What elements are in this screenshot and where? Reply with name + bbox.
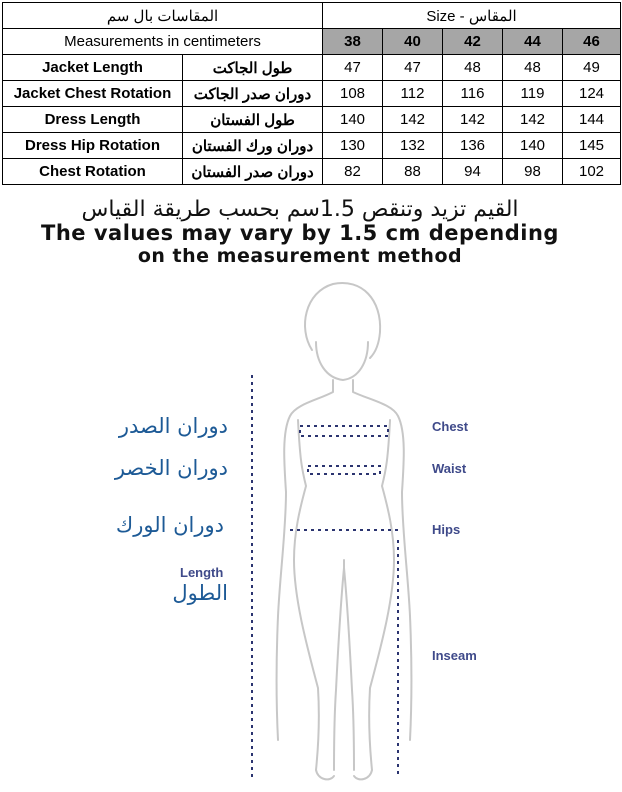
table-row <box>3 81 621 107</box>
table-cell: 88 <box>383 159 443 185</box>
table-cell: 144 <box>563 107 621 133</box>
table-sizes-row <box>3 29 621 55</box>
table-cell: 119 <box>503 81 563 107</box>
table-cell: 136 <box>443 133 503 159</box>
size-38: 38 <box>323 29 383 55</box>
table-cell: 112 <box>383 81 443 107</box>
table-cell: 116 <box>443 81 503 107</box>
length-label-ar: الطول <box>172 581 228 605</box>
hips-label-ar: دوران الورك <box>115 513 224 537</box>
table-cell: 140 <box>503 133 563 159</box>
arabic-title: المقاسات بال سم <box>3 3 323 29</box>
chest-label-ar: دوران الصدر <box>118 414 228 438</box>
measurement-figure <box>0 270 622 792</box>
size-40: 40 <box>383 29 443 55</box>
table-cell: 82 <box>323 159 383 185</box>
table-cell: 98 <box>503 159 563 185</box>
row-label-ar: دوران ورك الفستان <box>183 133 323 159</box>
table-row <box>3 107 621 133</box>
table-cell: 142 <box>443 107 503 133</box>
size-46: 46 <box>563 29 621 55</box>
table-cell: 102 <box>563 159 621 185</box>
table-cell: 140 <box>323 107 383 133</box>
body-silhouette <box>277 283 412 779</box>
table-row <box>3 133 621 159</box>
measurements-label: Measurements in centimeters <box>3 29 323 55</box>
tolerance-note-arabic: القيم تزيد وتنقص 1.5سم بحسب طريقة القياس <box>81 197 519 222</box>
table-row <box>3 159 621 185</box>
table-header-row <box>3 3 621 29</box>
tolerance-note-line2: on the measurement method <box>137 245 463 267</box>
row-label-ar: طول الفستان <box>183 107 323 133</box>
waist-label-en: Waist <box>432 461 467 476</box>
table-cell: 48 <box>503 55 563 81</box>
size-42: 42 <box>443 29 503 55</box>
waist-line <box>308 466 380 474</box>
chest-line <box>300 426 388 436</box>
table-cell: 142 <box>383 107 443 133</box>
waist-label-ar: دوران الخصر <box>114 456 228 480</box>
table-row <box>3 55 621 81</box>
row-label-en: Jacket Length <box>3 55 183 81</box>
tolerance-note-line1: The values may vary by 1.5 cm depending <box>41 221 559 245</box>
table-cell: 48 <box>443 55 503 81</box>
table-cell: 108 <box>323 81 383 107</box>
length-label-en: Length <box>180 565 224 580</box>
table-cell: 145 <box>563 133 621 159</box>
table-cell: 49 <box>563 55 621 81</box>
table-cell: 124 <box>563 81 621 107</box>
row-label-en: Dress Length <box>3 107 183 133</box>
hips-label-en: Hips <box>432 522 461 537</box>
size-chart-table <box>2 2 621 185</box>
row-label-ar: طول الجاكت <box>183 55 323 81</box>
size-44: 44 <box>503 29 563 55</box>
row-label-en: Dress Hip Rotation <box>3 133 183 159</box>
table-cell: 47 <box>383 55 443 81</box>
row-label-en: Chest Rotation <box>3 159 183 185</box>
measurement-guides <box>252 375 400 780</box>
inseam-label-en: Inseam <box>432 648 477 663</box>
size-label: Size - المقاس <box>323 3 621 29</box>
chest-label-en: Chest <box>432 419 469 434</box>
table-cell: 94 <box>443 159 503 185</box>
row-label-ar: دوران صدر الفستان <box>183 159 323 185</box>
table-cell: 132 <box>383 133 443 159</box>
row-label-en: Jacket Chest Rotation <box>3 81 183 107</box>
table-cell: 130 <box>323 133 383 159</box>
table-cell: 47 <box>323 55 383 81</box>
row-label-ar: دوران صدر الجاكت <box>183 81 323 107</box>
table-cell: 142 <box>503 107 563 133</box>
